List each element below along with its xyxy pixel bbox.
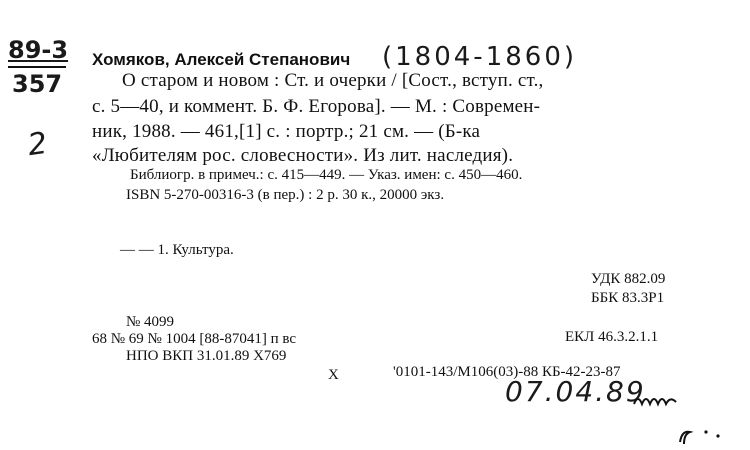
shelf-mark-top: 89-3: [8, 36, 69, 64]
handwritten-initials-signature: [632, 388, 692, 412]
margin-note: 2: [25, 125, 50, 164]
description-line-3: ник, 1988. — 461,[1] с. : портр.; 21 см. — (Б-ка: [92, 121, 481, 142]
npo-line: НПО ВКП 31.01.89 Х769: [126, 348, 287, 364]
author-years-handwritten: (1804-1860): [382, 42, 578, 72]
isbn-line: ISBN 5-270-00316-3 (в пер.) : 2 р. 30 к., 20000 экз.: [126, 187, 445, 203]
author-heading: Хомяков, Алексей Степанович: [92, 50, 351, 69]
x-mark: Х: [328, 367, 339, 383]
stray-handwriting-mark: [676, 418, 736, 448]
shelf-mark-bottom: 357: [12, 70, 63, 98]
description-line-4: «Любителям рос. словесности». Из лит. наследия).: [92, 145, 514, 166]
description-line-1: О старом и новом : Ст. и очерки / [Сост., вступ. ст.,: [122, 70, 544, 91]
description-line-2: с. 5—40, и коммент. Б. Ф. Егорова]. — М. : Современ-: [92, 96, 541, 117]
handwritten-date: 07.04.89: [505, 375, 646, 408]
subject-heading: — — 1. Культура.: [120, 242, 234, 258]
order-number: № 4099: [126, 314, 175, 330]
udk-code: УДК 882.09: [591, 271, 666, 287]
print-line: 68 № 69 № 1004 [88-87041] п вс: [92, 331, 297, 347]
ekl-code: ЕКЛ 46.3.2.1.1: [565, 329, 659, 345]
shelf-mark-divider: [8, 66, 66, 68]
code-line: '0101-143/М106(03)-88 КБ-42-23-87: [393, 364, 621, 380]
bibliography-note: Библиогр. в примеч.: с. 415—449. — Указ. имен: с. 450—460.: [130, 167, 523, 183]
bbk-code: ББК 83.3Р1: [591, 290, 665, 306]
